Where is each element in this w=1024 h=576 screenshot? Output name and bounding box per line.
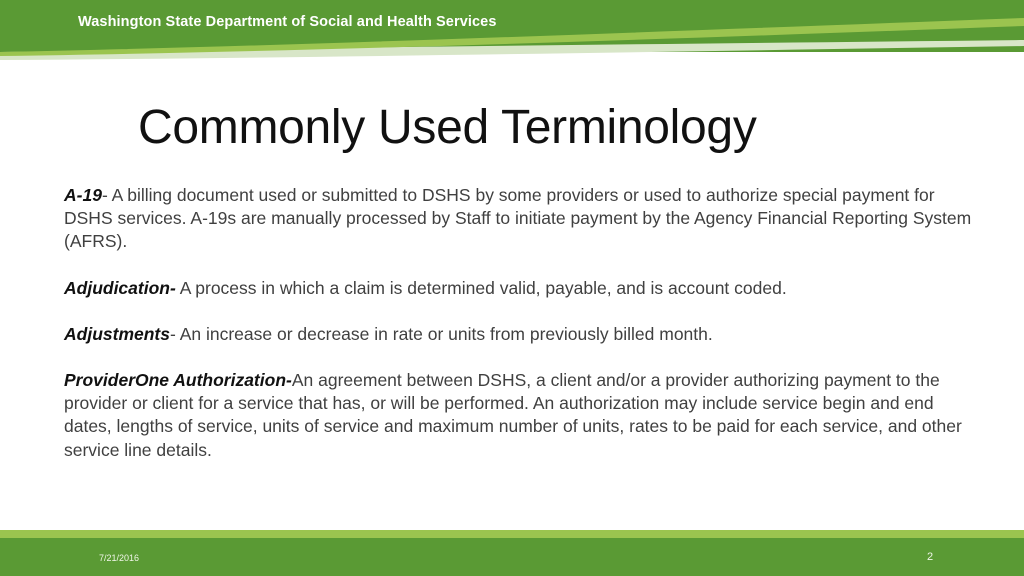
term-label: Adjustments [64, 323, 170, 344]
definition-providerone-authorization [64, 369, 984, 462]
term-label: Adjudication- [64, 277, 176, 298]
definition-text: - A billing document used or submitted to DSHS by some providers or used to authorize special payment for DSHS services. A-19s are manually processed by Staff to initiate payment by the Agency Financial Reporting System (AFRS). [64, 185, 972, 252]
definition-adjudication [64, 277, 984, 300]
definition-text: An agreement between DSHS, a client and/or a provider authorizing payment to the provider or client for a service that has, or will be performed. An authorization may include service begin and end dates, lengths of service, units of service and maximum number of units, rates to be paid for each service, and other service line details. [64, 370, 962, 460]
slide-title: Commonly Used Terminology [138, 101, 757, 154]
footer-date: 7/21/2016 [99, 553, 140, 563]
definition-a19 [64, 184, 984, 254]
definition-text: A process in which a claim is determined valid, payable, and is account coded. [175, 277, 787, 298]
header-wave-decoration [0, 0, 1024, 70]
definitions-list [64, 184, 984, 485]
page-number: 2 [927, 551, 934, 563]
footer-accent-stripe [0, 530, 1024, 538]
term-label: A-19 [64, 185, 102, 205]
organization-name: Washington State Department of Social and Health Services [78, 14, 497, 30]
definition-adjustments [64, 323, 984, 346]
footer-band [0, 538, 1024, 576]
definition-text: - An increase or decrease in rate or units from previously billed month. [169, 323, 713, 344]
term-label: ProviderOne Authorization- [64, 370, 292, 391]
